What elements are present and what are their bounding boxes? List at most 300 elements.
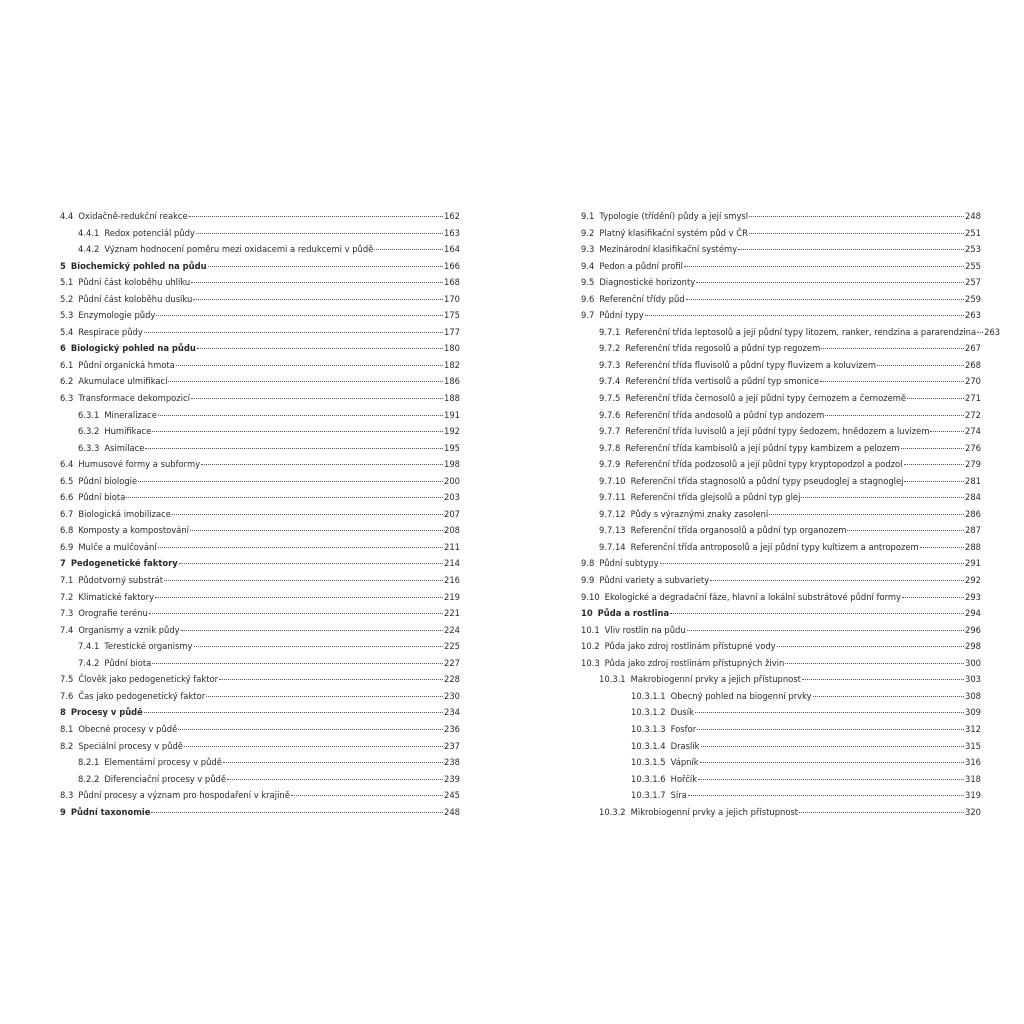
dot-leader bbox=[777, 645, 964, 647]
toc-entry bbox=[60, 407, 460, 424]
toc-entry-page-number: 315 bbox=[965, 740, 981, 751]
toc-entry bbox=[60, 754, 460, 771]
toc-entry-number: 9.6 bbox=[581, 293, 595, 304]
toc-entry-page-number: 308 bbox=[965, 690, 981, 701]
toc-entry-number: 7.2 bbox=[60, 591, 74, 602]
toc-entry bbox=[60, 423, 460, 440]
toc-entry-page-number: 284 bbox=[965, 492, 981, 503]
toc-entry-title: Půdotvorný substrát bbox=[78, 575, 164, 586]
dot-leader bbox=[178, 728, 443, 730]
toc-entry-number: 7.4.2 bbox=[78, 657, 100, 668]
dot-leader bbox=[191, 281, 443, 283]
toc-entry-number: 10.2 bbox=[581, 641, 600, 652]
toc-entry-title: Referenční třída podzosolů a její půdní typy kryptopodzol a podzol bbox=[625, 459, 903, 470]
toc-entry bbox=[581, 704, 981, 721]
toc-entry bbox=[581, 291, 981, 308]
dot-leader bbox=[179, 562, 443, 564]
toc-entry bbox=[60, 208, 460, 225]
dot-leader bbox=[902, 596, 964, 598]
dot-leader bbox=[686, 298, 964, 300]
toc-entry bbox=[60, 274, 460, 291]
toc-entry-page-number: 219 bbox=[444, 591, 460, 602]
toc-entry-page-number: 237 bbox=[444, 740, 460, 751]
toc-entry-number: 6.2 bbox=[60, 376, 74, 387]
toc-entry bbox=[581, 473, 981, 490]
toc-entry-number: 4.4.2 bbox=[78, 244, 100, 255]
toc-entry-page-number: 300 bbox=[965, 657, 981, 668]
toc-entry-title: Síra bbox=[670, 790, 687, 801]
toc-entry bbox=[581, 589, 981, 606]
dot-leader bbox=[821, 347, 964, 349]
toc-entry-title: Redox potenciál půdy bbox=[104, 227, 195, 238]
toc-entry-title: Mikrobiogenní prvky a jejich přístupnost bbox=[630, 806, 799, 817]
dot-leader bbox=[901, 447, 964, 449]
toc-entry bbox=[60, 522, 460, 539]
toc-entry-number: 10.3.1.1 bbox=[631, 690, 666, 701]
toc-entry-title: Asimilace bbox=[104, 442, 145, 453]
toc-entry-number: 9.7.1 bbox=[599, 326, 621, 337]
toc-entry-number: 10.3 bbox=[581, 657, 600, 668]
toc-entry-title: Klimatické faktory bbox=[78, 591, 155, 602]
toc-entry bbox=[60, 489, 460, 506]
toc-entry-page-number: 274 bbox=[965, 426, 981, 437]
toc-entry bbox=[60, 605, 460, 622]
dot-leader bbox=[145, 447, 443, 449]
toc-entry-title: Platný klasifikační systém půd v ČR bbox=[599, 227, 748, 238]
dot-leader bbox=[684, 265, 964, 267]
toc-entry-number: 7 bbox=[60, 558, 66, 569]
toc-entry bbox=[60, 688, 460, 705]
dot-leader bbox=[670, 612, 964, 614]
toc-entry bbox=[581, 456, 981, 473]
toc-entry-page-number: 221 bbox=[444, 608, 460, 619]
toc-entry-title: Pedogenetické faktory bbox=[70, 558, 178, 569]
dot-leader bbox=[194, 645, 444, 647]
toc-entry-number: 5.3 bbox=[60, 310, 74, 321]
toc-entry-page-number: 182 bbox=[444, 359, 460, 370]
toc-entry-number: 6.3 bbox=[60, 393, 74, 404]
toc-entry-page-number: 164 bbox=[444, 244, 460, 255]
toc-entry-title: Půdní typy bbox=[599, 310, 644, 321]
dot-leader bbox=[184, 745, 443, 747]
toc-entry bbox=[581, 671, 981, 688]
dot-leader bbox=[164, 579, 443, 581]
toc-entry-title: Organismy a vznik půdy bbox=[78, 624, 180, 635]
toc-entry bbox=[60, 572, 460, 589]
toc-entry-page-number: 318 bbox=[965, 773, 981, 784]
toc-entry bbox=[581, 572, 981, 589]
toc-entry-page-number: 238 bbox=[444, 757, 460, 768]
toc-entry-title: Čas jako pedogenetický faktor bbox=[78, 690, 206, 701]
toc-entry-title: Humusové formy a subformy bbox=[78, 459, 201, 470]
dot-leader bbox=[700, 761, 964, 763]
toc-entry-page-number: 292 bbox=[965, 575, 981, 586]
dot-leader bbox=[196, 232, 443, 234]
toc-entry-title: Půdní biota bbox=[78, 492, 126, 503]
toc-entry-page-number: 198 bbox=[444, 459, 460, 470]
dot-leader bbox=[158, 546, 443, 548]
dot-leader bbox=[193, 298, 443, 300]
toc-entry bbox=[60, 771, 460, 788]
dot-leader bbox=[660, 562, 964, 564]
dot-leader bbox=[769, 513, 964, 515]
toc-entry bbox=[581, 407, 981, 424]
dot-leader bbox=[749, 232, 964, 234]
toc-left-page bbox=[60, 208, 460, 820]
toc-entry-title: Referenční třída leptosolů a její půdní typy litozem, ranker, rendzina a pararendzina bbox=[625, 326, 977, 337]
toc-entry-title: Obecný pohled na biogenní prvky bbox=[670, 690, 812, 701]
toc-entry-number: 9.2 bbox=[581, 227, 595, 238]
toc-entry-page-number: 177 bbox=[444, 326, 460, 337]
toc-chapter-entry bbox=[581, 605, 981, 622]
toc-entry-title: Procesy v půdě bbox=[70, 707, 143, 718]
toc-entry-page-number: 255 bbox=[965, 260, 981, 271]
toc-entry-title: Humifikace bbox=[104, 426, 152, 437]
toc-entry-title: Orografie terénu bbox=[78, 608, 148, 619]
toc-entry-page-number: 320 bbox=[965, 806, 981, 817]
toc-entry-title: Půdní biologie bbox=[78, 475, 138, 486]
toc-entry-page-number: 203 bbox=[444, 492, 460, 503]
toc-entry bbox=[581, 423, 981, 440]
toc-entry-page-number: 286 bbox=[965, 508, 981, 519]
toc-entry-title: Referenční třída luvisolů a její půdní typy šedozem, hnědozem a luvizem bbox=[625, 426, 930, 437]
toc-entry-number: 6.3.2 bbox=[78, 426, 100, 437]
dot-leader bbox=[820, 380, 964, 382]
toc-entry bbox=[60, 622, 460, 639]
toc-entry-title: Referenční třída regosolů a půdní typ regozem bbox=[625, 343, 821, 354]
toc-entry-title: Referenční třída andosolů a půdní typ andozem bbox=[625, 409, 825, 420]
toc-entry-number: 10.3.1.2 bbox=[631, 707, 666, 718]
toc-entry-number: 9.7.8 bbox=[599, 442, 621, 453]
toc-entry-page-number: 245 bbox=[444, 790, 460, 801]
dot-leader bbox=[155, 596, 443, 598]
toc-entry bbox=[60, 241, 460, 258]
toc-entry-number: 10.1 bbox=[581, 624, 600, 635]
toc-entry bbox=[581, 274, 981, 291]
toc-entry-title: Referenční třída černosolů a její půdní typy černozem a černozemě bbox=[625, 393, 907, 404]
toc-entry-title: Biologická imobilizace bbox=[78, 508, 171, 519]
toc-entry-title: Půda jako zdroj rostlinám přístupné vody bbox=[604, 641, 776, 652]
toc-entry-page-number: 224 bbox=[444, 624, 460, 635]
toc-entry-title: Komposty a kompostování bbox=[78, 525, 189, 536]
toc-entry-title: Biologický pohled na půdu bbox=[70, 343, 196, 354]
toc-entry-number: 9.7.4 bbox=[599, 376, 621, 387]
toc-entry-page-number: 287 bbox=[965, 525, 981, 536]
dot-leader bbox=[156, 314, 443, 316]
toc-entry bbox=[581, 340, 981, 357]
toc-entry bbox=[581, 555, 981, 572]
toc-entry-number: 10.3.1.6 bbox=[631, 773, 666, 784]
toc-entry bbox=[581, 357, 981, 374]
toc-entry-page-number: 162 bbox=[444, 211, 460, 221]
toc-entry bbox=[581, 539, 981, 556]
toc-entry-title: Dusík bbox=[670, 707, 694, 718]
toc-chapter-entry bbox=[60, 258, 460, 275]
toc-entry bbox=[581, 638, 981, 655]
toc-entry-page-number: 168 bbox=[444, 277, 460, 288]
toc-entry-page-number: 251 bbox=[965, 227, 981, 238]
toc-entry bbox=[581, 804, 981, 821]
toc-entry-title: Terestické organismy bbox=[104, 641, 193, 652]
toc-entry-number: 8.2.2 bbox=[78, 773, 100, 784]
toc-entry-page-number: 195 bbox=[444, 442, 460, 453]
dot-leader bbox=[223, 761, 443, 763]
toc-entry-page-number: 186 bbox=[444, 376, 460, 387]
toc-entry-page-number: 279 bbox=[965, 459, 981, 470]
toc-entry bbox=[60, 506, 460, 523]
toc-entry bbox=[60, 787, 460, 804]
toc-entry-title: Mulče a mulčování bbox=[78, 541, 157, 552]
toc-entry-title: Půdní taxonomie bbox=[70, 806, 151, 817]
dot-leader bbox=[227, 778, 443, 780]
dot-leader bbox=[785, 662, 964, 664]
toc-entry-number: 10.3.1 bbox=[599, 674, 626, 685]
dot-leader bbox=[201, 463, 443, 465]
toc-entry-page-number: 166 bbox=[444, 260, 460, 271]
toc-entry-number: 9.7.9 bbox=[599, 459, 621, 470]
dot-leader bbox=[168, 380, 443, 382]
toc-entry-number: 9.7.3 bbox=[599, 359, 621, 370]
dot-leader bbox=[206, 695, 443, 697]
toc-entry-title: Hořčík bbox=[670, 773, 698, 784]
toc-entry bbox=[60, 473, 460, 490]
toc-entry-title: Vliv rostlin na půdu bbox=[604, 624, 686, 635]
toc-entry-number: 8.3 bbox=[60, 790, 74, 801]
toc-entry-number: 10.3.1.4 bbox=[631, 740, 666, 751]
toc-chapter-entry bbox=[60, 804, 460, 821]
dot-leader bbox=[696, 281, 964, 283]
toc-entry bbox=[581, 787, 981, 804]
dot-leader bbox=[799, 811, 964, 813]
toc-entry bbox=[581, 754, 981, 771]
toc-entry-number: 6.9 bbox=[60, 541, 74, 552]
toc-entry-page-number: 263 bbox=[984, 326, 1001, 337]
toc-entry-title: Typologie (třídění) půdy a její smysl bbox=[599, 211, 749, 221]
toc-entry-number: 6.3.1 bbox=[78, 409, 100, 420]
toc-entry-page-number: 291 bbox=[965, 558, 981, 569]
toc-entry-number: 6.3.3 bbox=[78, 442, 100, 453]
toc-entry-page-number: 227 bbox=[444, 657, 460, 668]
dot-leader bbox=[189, 215, 443, 217]
toc-entry-title: Půdní část koloběhu dusíku bbox=[78, 293, 193, 304]
toc-entry bbox=[581, 324, 1001, 341]
toc-entry-page-number: 163 bbox=[444, 227, 460, 238]
toc-entry-title: Referenční třída vertisolů a půdní typ smonice bbox=[625, 376, 820, 387]
toc-right-page bbox=[581, 208, 1001, 820]
toc-entry bbox=[581, 208, 981, 225]
toc-entry-title: Referenční třída glejsolů a půdní typ glej bbox=[630, 492, 801, 503]
dot-leader bbox=[197, 347, 443, 349]
toc-chapter-entry bbox=[60, 340, 460, 357]
toc-entry-number: 10.3.1.3 bbox=[631, 723, 666, 734]
toc-entry-number: 9.7 bbox=[581, 310, 595, 321]
toc-entry-number: 6.8 bbox=[60, 525, 74, 536]
toc-entry bbox=[60, 291, 460, 308]
toc-entry bbox=[581, 506, 981, 523]
toc-entry-title: Diferenciační procesy v půdě bbox=[104, 773, 227, 784]
toc-entry-title: Půdy s výraznými znaky zasolení bbox=[630, 508, 769, 519]
toc-entry-number: 8.1 bbox=[60, 723, 74, 734]
toc-entry-number: 4.4.1 bbox=[78, 227, 100, 238]
toc-entry-number: 5 bbox=[60, 260, 66, 271]
dot-leader bbox=[190, 529, 443, 531]
toc-entry-number: 6.1 bbox=[60, 359, 74, 370]
toc-entry bbox=[60, 738, 460, 755]
dot-leader bbox=[172, 513, 443, 515]
toc-entry-number: 8.2 bbox=[60, 740, 74, 751]
toc-entry-number: 5.1 bbox=[60, 277, 74, 288]
toc-entry-page-number: 175 bbox=[444, 310, 460, 321]
dot-leader bbox=[825, 414, 964, 416]
dot-leader bbox=[813, 695, 964, 697]
toc-entry-number: 9.7.5 bbox=[599, 393, 621, 404]
dot-leader bbox=[688, 794, 964, 796]
toc-entry-page-number: 170 bbox=[444, 293, 460, 304]
dot-leader bbox=[738, 248, 964, 250]
dot-leader bbox=[920, 546, 964, 548]
toc-entry-page-number: 257 bbox=[965, 277, 981, 288]
toc-entry-number: 9.7.7 bbox=[599, 426, 621, 437]
toc-entry bbox=[581, 440, 981, 457]
toc-entry-title: Půda a rostlina bbox=[597, 608, 670, 619]
toc-entry-page-number: 309 bbox=[965, 707, 981, 718]
toc-chapter-entry bbox=[60, 555, 460, 572]
toc-entry-page-number: 216 bbox=[444, 575, 460, 586]
toc-entry-title: Referenční třída stagnosolů a půdní typy pseudoglej a stagnoglej bbox=[630, 475, 904, 486]
toc-entry-page-number: 208 bbox=[444, 525, 460, 536]
toc-entry-page-number: 270 bbox=[965, 376, 981, 387]
toc-entry-page-number: 180 bbox=[444, 343, 460, 354]
toc-entry-number: 7.6 bbox=[60, 690, 74, 701]
toc-entry-number: 9.1 bbox=[581, 211, 595, 221]
toc-entry bbox=[60, 390, 460, 407]
dot-leader bbox=[181, 629, 443, 631]
toc-entry-number: 10.3.1.5 bbox=[631, 757, 666, 768]
toc-entry-title: Půda jako zdroj rostlinám přístupných živin bbox=[604, 657, 785, 668]
toc-entry-title: Fosfor bbox=[670, 723, 697, 734]
toc-entry-number: 5.4 bbox=[60, 326, 74, 337]
dot-leader bbox=[151, 811, 443, 813]
toc-entry bbox=[581, 241, 981, 258]
toc-entry-page-number: 211 bbox=[444, 541, 460, 552]
toc-entry-number: 9.5 bbox=[581, 277, 595, 288]
toc-entry-page-number: 263 bbox=[965, 310, 981, 321]
toc-entry-title: Draslík bbox=[670, 740, 700, 751]
toc-entry-page-number: 267 bbox=[965, 343, 981, 354]
toc-entry-title: Referenční třída antroposolů a její půdní typy kultizem a antropozem bbox=[630, 541, 919, 552]
toc-entry-page-number: 298 bbox=[965, 641, 981, 652]
toc-entry bbox=[581, 721, 981, 738]
toc-entry-page-number: 200 bbox=[444, 475, 460, 486]
toc-entry-title: Enzymologie půdy bbox=[78, 310, 156, 321]
toc-entry-page-number: 303 bbox=[965, 674, 981, 685]
toc-entry-number: 9.7.2 bbox=[599, 343, 621, 354]
toc-entry-page-number: 225 bbox=[444, 641, 460, 652]
toc-entry-page-number: 236 bbox=[444, 723, 460, 734]
dot-leader bbox=[176, 364, 443, 366]
dot-leader bbox=[144, 331, 443, 333]
toc-entry bbox=[60, 539, 460, 556]
toc-entry-page-number: 253 bbox=[965, 244, 981, 255]
toc-entry-title: Půdní variety a subvariety bbox=[599, 575, 710, 586]
toc-entry bbox=[581, 771, 981, 788]
toc-entry-number: 10 bbox=[581, 608, 593, 619]
toc-entry bbox=[581, 307, 981, 324]
toc-entry bbox=[581, 622, 981, 639]
dot-leader bbox=[645, 314, 964, 316]
toc-entry-number: 6 bbox=[60, 343, 66, 354]
toc-entry-number: 9.7.12 bbox=[599, 508, 626, 519]
dot-leader bbox=[698, 778, 964, 780]
toc-entry-page-number: 248 bbox=[965, 211, 981, 221]
dot-leader bbox=[126, 496, 443, 498]
toc-entry-number: 6.4 bbox=[60, 459, 74, 470]
toc-entry-page-number: 276 bbox=[965, 442, 981, 453]
toc-entry-title: Transformace dekompozicí bbox=[78, 393, 190, 404]
dot-leader bbox=[138, 480, 443, 482]
toc-entry-page-number: 312 bbox=[965, 723, 981, 734]
toc-entry bbox=[581, 258, 981, 275]
toc-entry-title: Respirace půdy bbox=[78, 326, 143, 337]
dot-leader bbox=[904, 463, 965, 465]
dot-leader bbox=[904, 480, 964, 482]
dot-leader bbox=[374, 248, 443, 250]
toc-entry bbox=[60, 671, 460, 688]
toc-entry-page-number: 259 bbox=[965, 293, 981, 304]
toc-entry-page-number: 248 bbox=[444, 806, 460, 817]
toc-entry bbox=[60, 357, 460, 374]
dot-leader bbox=[697, 728, 964, 730]
toc-entry bbox=[581, 655, 981, 672]
toc-entry-page-number: 191 bbox=[444, 409, 460, 420]
dot-leader bbox=[144, 711, 443, 713]
toc-entry-title: Půdní část koloběhu uhlíku bbox=[78, 277, 191, 288]
dot-leader bbox=[191, 397, 443, 399]
dot-leader bbox=[802, 678, 964, 680]
toc-entry-title: Referenční třída kambisolů a její půdní typy kambizem a pelozem bbox=[625, 442, 900, 453]
toc-entry-title: Obecné procesy v půdě bbox=[78, 723, 178, 734]
toc-entry-page-number: 272 bbox=[965, 409, 981, 420]
toc-entry-number: 7.5 bbox=[60, 674, 74, 685]
toc-entry-title: Půdní procesy a význam pro hospodaření v krajině bbox=[78, 790, 290, 801]
toc-entry bbox=[60, 324, 460, 341]
toc-entry bbox=[60, 638, 460, 655]
toc-entry bbox=[60, 307, 460, 324]
toc-entry-page-number: 192 bbox=[444, 426, 460, 437]
toc-entry-page-number: 281 bbox=[965, 475, 981, 486]
toc-entry-page-number: 294 bbox=[965, 608, 981, 619]
toc-entry-number: 9.3 bbox=[581, 244, 595, 255]
toc-entry-title: Referenční třída fluvisolů a půdní typy fluvizem a koluvizem bbox=[625, 359, 876, 370]
toc-entry bbox=[60, 456, 460, 473]
toc-entry-number: 7.1 bbox=[60, 575, 74, 586]
toc-entry-number: 9.8 bbox=[581, 558, 595, 569]
dot-leader bbox=[152, 430, 443, 432]
toc-entry-title: Význam hodnocení poměru mezi oxidacemi a redukcemi v půdě bbox=[104, 244, 374, 255]
toc-entry-page-number: 188 bbox=[444, 393, 460, 404]
toc-entry-title: Elementární procesy v půdě bbox=[104, 757, 222, 768]
toc-entry-number: 8 bbox=[60, 707, 66, 718]
dot-leader bbox=[801, 496, 964, 498]
dot-leader bbox=[208, 265, 443, 267]
toc-entry-number: 7.4 bbox=[60, 624, 74, 635]
toc-entry-number: 10.3.2 bbox=[599, 806, 626, 817]
toc-entry-title: Biochemický pohled na půdu bbox=[70, 260, 207, 271]
toc-entry-page-number: 316 bbox=[965, 757, 981, 768]
toc-entry bbox=[60, 655, 460, 672]
toc-entry-title: Oxidačně-redukční reakce bbox=[78, 211, 188, 221]
toc-entry bbox=[60, 373, 460, 390]
